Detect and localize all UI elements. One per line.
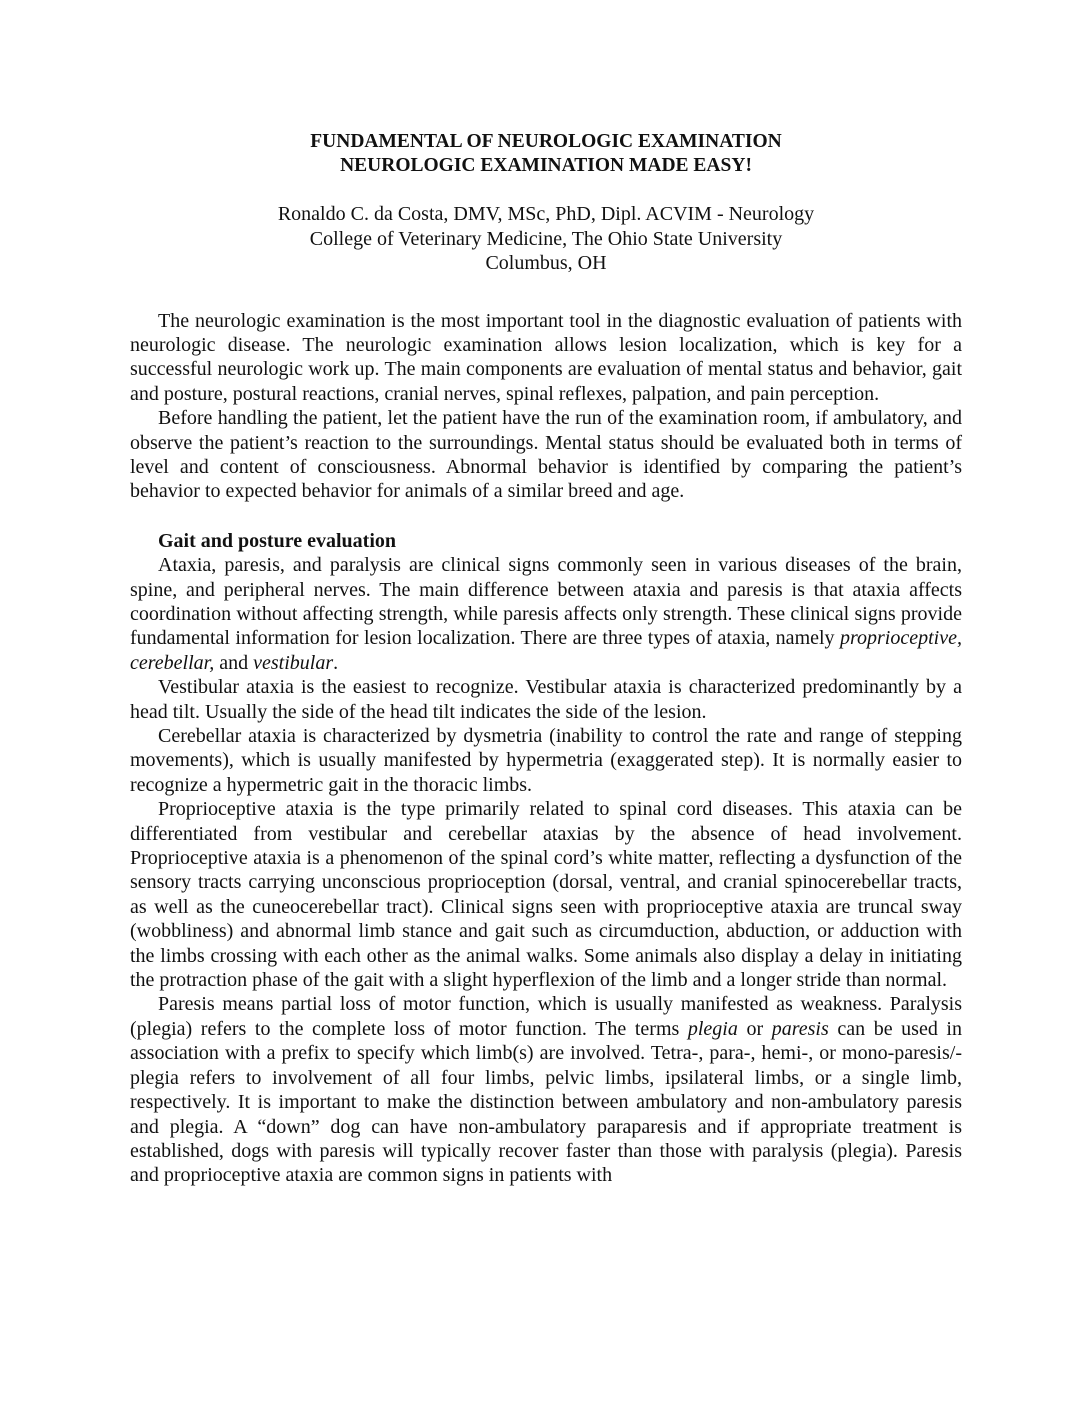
gait-p5-term-2: paresis [771, 1017, 829, 1040]
author-name: Ronaldo C. da Costa, DMV, MSc, PhD, Dipl. ACVIM - Neurology [277, 203, 815, 225]
gait-paragraph-4: Proprioceptive ataxia is the type primarily related to spinal cord diseases. This ataxia can be differentiated from vestibular and cerebellar ataxias by the absence of head involvement. Proprioceptive ataxia is a phenomenon of the spinal cord’s white matter, reflecting a dysfunction of the sensory tracts carrying unconscious proprioception (dorsal, ventral, and cranial spinocerebellar tracts, as well as the cuneocerebellar tract). Clinical signs seen with proprioceptive ataxia are truncal sway (wobbliness) and abnormal limb stance and gait such as circumduction, abduction, or adduction with the limbs crossing with each other as the animal walks. Some animals also display a delay in initiating the protraction phase of the gait with a slight hyperflexion of the limb and a longer stride than normal. [130, 798, 962, 992]
gait-p5-text-b: can be used in association with a prefix to specify which limb(s) are involved. Tetra-, para-, hemi-, or mono-paresis/-plegia refers to involvement of all four limbs, pelvic limbs, ipsilateral limbs, or a single limb, respectively. It is important to make the distinction between ambulatory and non-ambulatory paresis and plegia. A “down” dog can have non-ambulatory paraparesis and if appropriate treatment is established, dogs with paresis will typically recover faster than those with paralysis (plegia). Paresis and proprioceptive ataxia are common signs in patients with [130, 1017, 962, 1187]
gait-paragraph-5 [130, 992, 962, 1187]
author-block [130, 202, 962, 276]
document-title [130, 130, 962, 178]
gait-paragraph-3: Cerebellar ataxia is characterized by dysmetria (inability to control the rate and range of stepping movements), which is usually manifested by hypermetria (exaggerated step). It is normally easier to recognize a hypermetric gait in the thoracic limbs. [130, 725, 962, 796]
author-location: Columbus, OH [485, 252, 607, 274]
intro-paragraph-1: The neurologic examination is the most important tool in the diagnostic evaluation of patients with neurologic disease. The neurologic examination allows lesion localization, which is key for a successful neurologic work up. The main components are evaluation of mental status and behavior, gait and posture, postural reactions, cranial nerves, spinal reflexes, palpation, and pain perception. [130, 309, 962, 405]
gait-p1-term-2: vestibular [253, 651, 334, 674]
gait-p1-end: . [333, 651, 339, 674]
title-line-2: NEUROLOGIC EXAMINATION MADE EASY! [340, 155, 752, 176]
author-affiliation: College of Veterinary Medicine, The Ohio State University [309, 227, 783, 250]
intro-paragraph-2: Before handling the patient, let the patient have the run of the examination room, if ambulatory, and observe the patient’s reaction to the surroundings. Mental status should be evaluated both in terms of level and content of consciousness. Abnormal behavior is identified by comparing the patient’s behavior to expected behavior for animals of a similar breed and age. [130, 407, 962, 503]
gait-p1-and: and [214, 651, 254, 674]
gait-paragraph-1 [130, 553, 962, 675]
gait-paragraph-2: Vestibular ataxia is the easiest to recognize. Vestibular ataxia is characterized predominantly by a head tilt. Usually the side of the head tilt indicates the side of the lesion. [130, 676, 962, 723]
gait-p1-term-1: proprioceptive, cerebellar, [130, 627, 962, 674]
title-line-1: FUNDAMENTAL OF NEUROLOGIC EXAMINATION [310, 131, 782, 152]
gait-p5-term-1: plegia [687, 1017, 738, 1040]
gait-p5-text-a: Paresis means partial loss of motor function, which is usually manifested as weakness. Paralysis (plegia) refers to the complete loss of motor function. The terms [130, 993, 962, 1040]
section-heading-gait: Gait and posture evaluation [158, 529, 396, 552]
gait-p5-or: or [737, 1017, 772, 1040]
gait-p1-text: Ataxia, paresis, and paralysis are clinical signs commonly seen in various diseases of the brain, spine, and peripheral nerves. The main difference between ataxia and paresis is that ataxia affects coordination without affecting strength, while paresis affects only strength. These clinical signs provide fundamental information for lesion localization. There are three types of ataxia, namely [130, 554, 962, 650]
